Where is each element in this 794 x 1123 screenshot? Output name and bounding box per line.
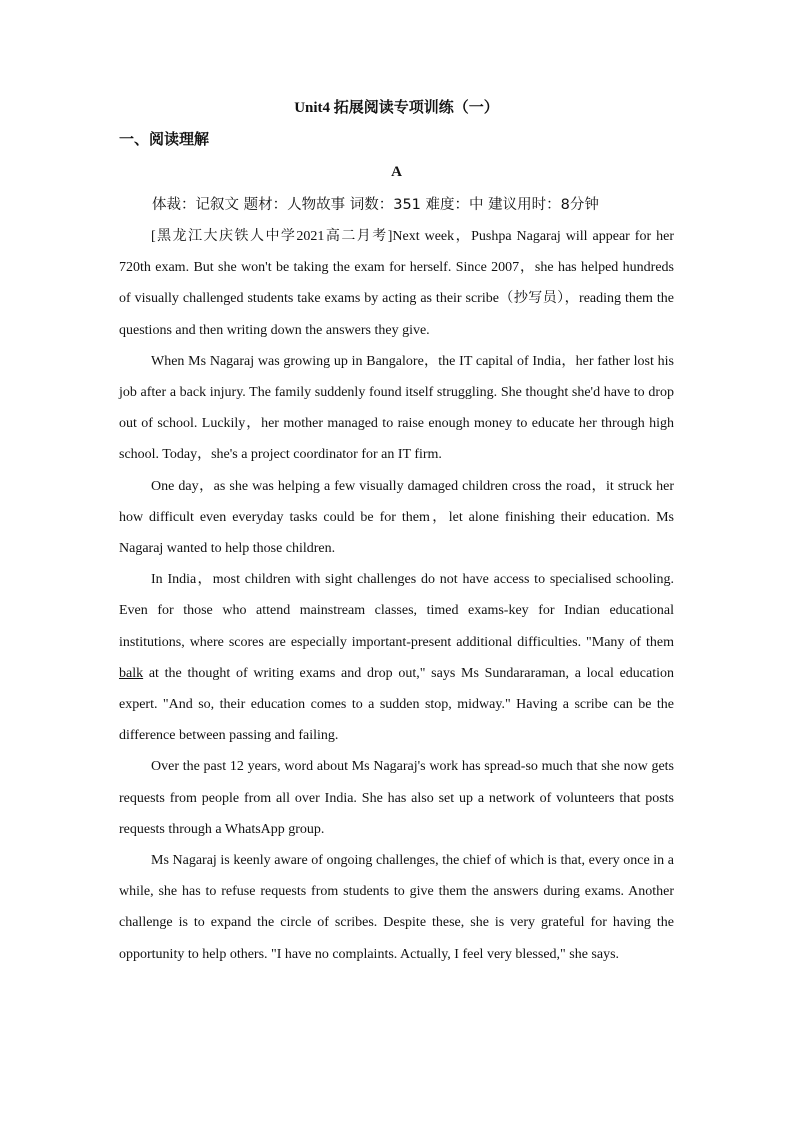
paragraph-6: [119, 845, 674, 970]
passage-letter: A: [391, 164, 402, 180]
section-heading: 一、阅读理解: [119, 132, 210, 148]
paragraph-3: [119, 471, 674, 565]
paragraph-text: One day，as she was helping a few visually damaged children cross the road，it struck her how difficult even everyday tasks could be for them，let alone finishing their education. Ms Nagaraj wanted to help those children.: [119, 478, 674, 557]
passage-meta-line: 体裁：记叙文 题材：人物故事 词数：351 难度：中 建议用时：8分钟: [152, 197, 599, 213]
paragraph-text: Ms Nagaraj is keenly aware of ongoing challenges, the chief of which is that, every once in a while, she has to refuse requests from students to give them the answers during exams. Another challenge is to expand the circle of scribes. Despite these, she is very grateful for having the opportunity to help others. "I have no complaints. Actually, I feel very blessed," she says.: [119, 853, 674, 962]
paragraph-2: [119, 346, 674, 471]
paragraph-text: at the thought of writing exams and drop out," says Ms Sundararaman, a local education expert. "And so, their education comes to a sudden stop, midway." Having a scribe can be the difference between passing and failing.: [119, 665, 674, 744]
document-page: [119, 96, 674, 970]
paragraph-text: In India，most children with sight challenges do not have access to specialised schooling. Even for those who attend mainstream classes, timed exams-key for Indian educational institutions, where scores are especially important-present additional difficulties. "Many of them: [119, 572, 674, 650]
page-title: Unit4 拓展阅读专项训练（一）: [294, 100, 499, 116]
paragraph-4: [119, 564, 674, 751]
underlined-word: balk: [119, 665, 144, 681]
paragraph-text: When Ms Nagaraj was growing up in Bangalore，the IT capital of India，her father lost his job after a back injury. The family suddenly found itself struggling. She thought she'd have to drop out of school. Luckily，her mother managed to raise enough money to educate her through high school. Today，she's a project coordinator for an IT firm.: [119, 353, 674, 463]
paragraph-5: [119, 751, 674, 845]
paragraph-1: [119, 221, 674, 346]
paragraph-text: [黑龙江大庆铁人中学2021高二月考]Next week，Pushpa Nagaraj will appear for her 720th exam. But she won't be taking the exam for herself. Since 2007，she has helped hundreds of visually challenged students take exams by acting as their scribe（抄写员），reading them the questions and then writing down the answers they give.: [119, 229, 674, 338]
paragraph-text: Over the past 12 years, word about Ms Nagaraj's work has spread-so much that she now gets requests from people from all over India. She has also set up a network of volunteers that posts requests through a WhatsApp group.: [119, 759, 674, 837]
